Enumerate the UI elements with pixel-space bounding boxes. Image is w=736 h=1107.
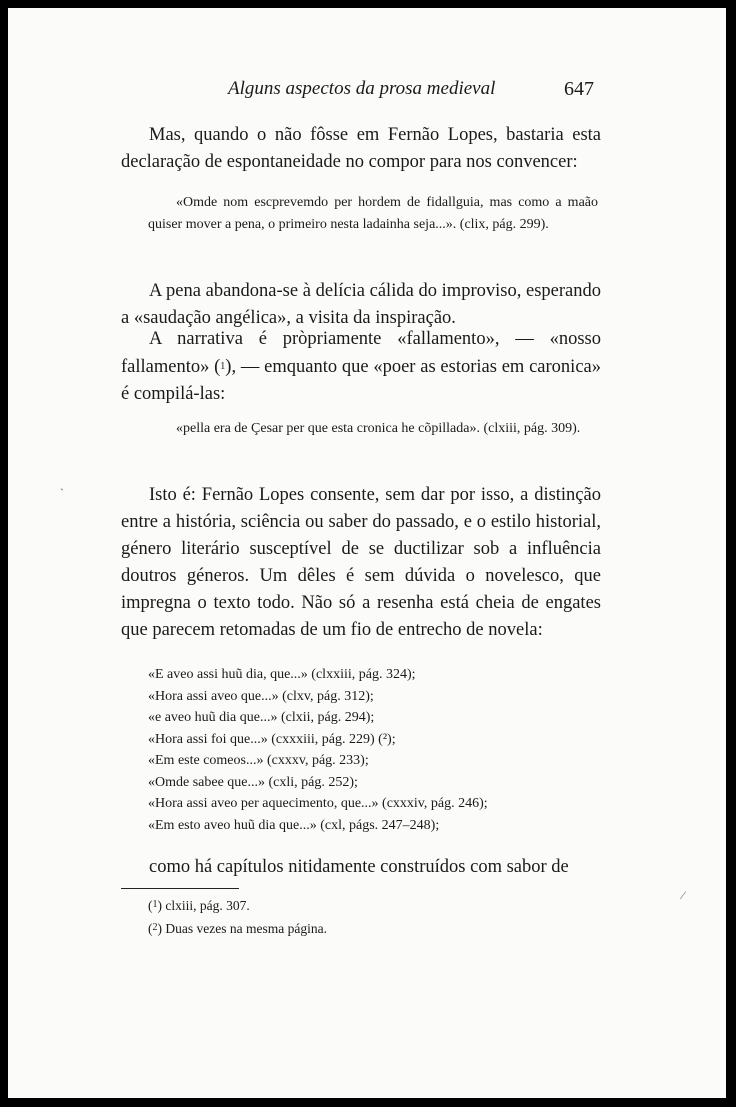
- quote-list-item: «Hora assi aveo per aquecimento, que...» (cxxxiv, pág. 246);: [148, 796, 488, 811]
- block-quote-2: «pella era de Çesar per que esta cronica he cõpillada». (clxiii, pág. 309).: [176, 421, 581, 436]
- quote-list-item: «Hora assi aveo que...» (clxv, pág. 312);: [148, 688, 374, 704]
- footnote-text: clxiii, pág. 307.: [165, 898, 250, 913]
- footnotes: [148, 894, 588, 940]
- paragraph-1: Mas, quando o não fôsse em Fernão Lopes, bastaria esta declaração de espontaneidade no compor para nos convencer:: [121, 125, 601, 172]
- paragraph-3-text-b: ), — emquanto que «poer as estorias em caronica» é compilá-las:: [121, 357, 601, 404]
- paragraph-4: Isto é: Fernão Lopes consente, sem dar por isso, a distinção entre a história, sciência ou saber do passado, e o estilo historial, género literário susceptível de se ductilizar sob a influência doutros géneros. Um dêles é sem dúvida o novelesco, que impregna o texto todo. Não só a resenha está cheia de engates que parecem retomadas de um fio de entrecho de novela:: [121, 485, 601, 640]
- quote-list: [148, 664, 598, 836]
- quote-list-item: «Em este comeos...» (cxxxv, pág. 233);: [148, 753, 369, 768]
- footnote-mark: 2: [152, 922, 158, 933]
- paragraph-5: como há capítulos nitidamente construídos com sabor de: [149, 857, 569, 877]
- quote-list-item: «e aveo huũ dia que...» (clxii, pág. 294);: [148, 710, 375, 725]
- footnote-text: Duas vezes na mesma página.: [165, 921, 327, 936]
- footnote-ref-1: 1: [220, 361, 226, 372]
- paragraph-2: A pena abandona-se à delícia cálida do improviso, esperando a «saudação angélica», a visita da inspiração.: [121, 281, 601, 328]
- paragraph-3-text-a: A narrativa é pròpriamente «fallamento», — «nosso fallamento» (: [121, 329, 601, 377]
- stray-pencil-mark: ⁄: [682, 888, 685, 902]
- stray-pencil-mark: ˋ: [60, 486, 64, 500]
- quote-list-item: «Hora assi foi que...» (cxxxiii, pág. 229) (²);: [148, 731, 396, 747]
- quote-list-item: «E aveo assi huũ dia, que...» (clxxiii, pág. 324);: [148, 667, 416, 682]
- running-title: Alguns aspectos da prosa medieval: [228, 78, 496, 99]
- page-number: 647: [564, 78, 594, 100]
- quote-list-item: «Em esto aveo huũ dia que...» (cxl, págs. 247–248);: [148, 817, 440, 833]
- footnote-1: ($^1$) clxiii, pág. 307.: [148, 898, 250, 913]
- paragraph-3: [121, 326, 601, 408]
- footnote-2: ($^2$) Duas vezes na mesma página.: [148, 921, 327, 936]
- running-header: [8, 78, 726, 108]
- footnote-rule: [121, 888, 239, 889]
- footnote-mark: 1: [152, 899, 158, 910]
- page: [8, 8, 726, 1098]
- block-quote-1: «Omde nom escprevemdo per hordem de fidallguia, mas como a maão quiser mover a pena, o primeiro nesta ladainha seja...». (clix, pág. 299).: [148, 195, 598, 232]
- quote-list-item: «Omde sabee que...» (cxli, pág. 252);: [148, 774, 358, 790]
